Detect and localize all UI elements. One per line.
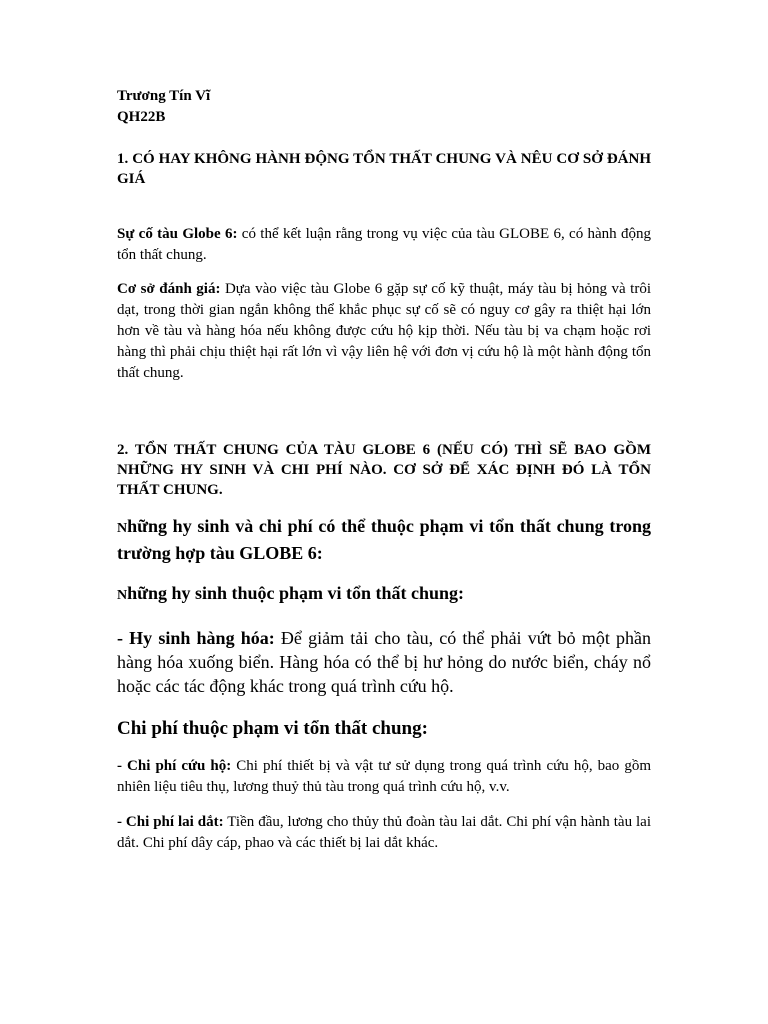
sacrifice-heading (117, 581, 651, 608)
incident-paragraph (117, 224, 651, 266)
cargo-sacrifice-text: Để giảm tải cho tàu, có thể phải vứt bỏ một phần hàng hóa xuống biển. Hàng hóa có thể bị hư hỏng do nước biển, cháy nổ hoặc các tác động khác trong quá trình cứu hộ. (117, 628, 651, 696)
section2-intro-rest: hững hy sinh và chi phí có thể thuộc phạm vi tổn thất chung trong trường hợp tàu GLOBE 6: (117, 516, 651, 563)
cargo-sacrifice-label: - Hy sinh hàng hóa: (117, 628, 275, 648)
sacrifice-heading-rest: hững hy sinh thuộc phạm vi tổn thất chung: (127, 583, 465, 603)
section2-heading: 2. TỔN THẤT CHUNG CỦA TÀU GLOBE 6 (NẾU CÓ) THÌ SẼ BAO GỒM NHỮNG HY SINH VÀ CHI PHÍ NÀO. CƠ SỞ ĐỂ XÁC ĐỊNH ĐÓ LÀ TỔN THẤT CHUNG. (117, 442, 651, 498)
towing-cost-paragraph (117, 812, 651, 854)
towing-cost-text: Tiền đầu, lương cho thủy thủ đoàn tàu lai dắt. Chi phí vận hành tàu lai dắt. Chi phí dây cáp, phao và các thiết bị lai dắt khác. (117, 814, 652, 851)
author-class: QH22B (117, 109, 166, 125)
author-name: Trương Tín Vĩ (117, 88, 211, 104)
salvage-cost-label: - Chi phí cứu hộ: (117, 758, 232, 774)
sacrifice-heading-lead: N (117, 588, 128, 603)
cargo-sacrifice-paragraph (117, 626, 651, 698)
costs-heading: Chi phí thuộc phạm vi tổn thất chung: (117, 718, 428, 739)
incident-text: có thể kết luận rằng trong vụ việc của tàu GLOBE 6, có hành động tổn thất chung. (117, 226, 652, 263)
salvage-cost-paragraph (117, 756, 651, 798)
basis-label: Cơ sở đánh giá: (117, 281, 221, 297)
towing-cost-label: - Chi phí lai dắt: (117, 814, 224, 830)
section1-heading: 1. CÓ HAY KHÔNG HÀNH ĐỘNG TỔN THẤT CHUNG VÀ NÊU CƠ SỞ ĐÁNH GIÁ (117, 151, 651, 187)
basis-paragraph (117, 279, 651, 384)
salvage-cost-text: Chi phí thiết bị và vật tư sử dụng trong quá trình cứu hộ, bao gồm nhiên liệu tiêu thụ, lương thuỷ thủ tàu trong quá trình cứu hộ, v.v. (117, 758, 652, 795)
basis-text: Dựa vào việc tàu Globe 6 gặp sự cố kỹ thuật, máy tàu bị hỏng và trôi dạt, trong thời gian ngắn không thể khắc phục sự cố sẽ có nguy cơ gây ra thiệt hại lớn hơn về tàu và hàng hóa nếu không được cứu hộ kịp thời. Nếu tàu bị va chạm hoặc rơi hàng thì phải chịu thiệt hại rất lớn vì vậy liên hệ với đơn vị cứu hộ là một hành động tổn thất chung. (117, 281, 651, 381)
section2-intro-lead: N (117, 521, 128, 536)
section2-intro (117, 514, 651, 565)
document-page (117, 86, 651, 854)
incident-label: Sự cố tàu Globe 6: (117, 226, 238, 242)
